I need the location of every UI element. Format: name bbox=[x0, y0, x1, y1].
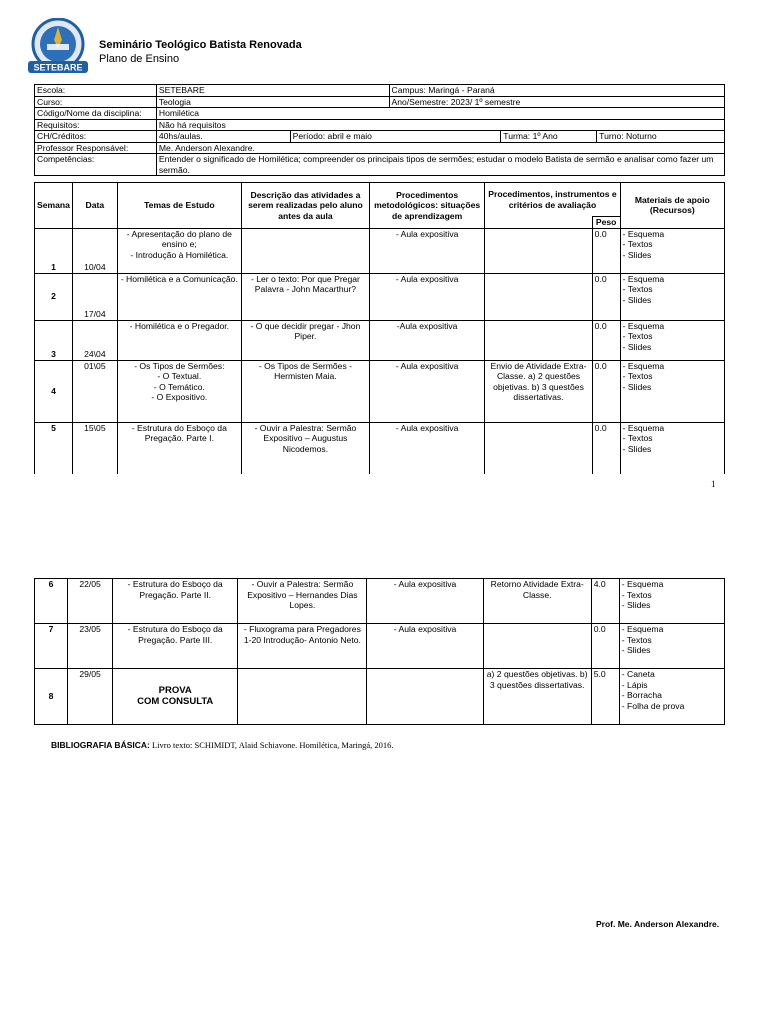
campus-value: Campus: Maringá - Paraná bbox=[389, 85, 725, 97]
disciplina-label: Código/Nome da disciplina: bbox=[35, 108, 157, 120]
topic-cell bbox=[113, 669, 238, 725]
header-temas: Temas de Estudo bbox=[117, 183, 241, 229]
method-cell: -Aula expositiva bbox=[369, 320, 484, 360]
professor-label: Professor Responsável: bbox=[35, 142, 157, 154]
table-row bbox=[35, 360, 725, 422]
institution-title: Seminário Teológico Batista Renovada bbox=[99, 39, 302, 51]
week-cell: 5 bbox=[35, 422, 73, 474]
evaluation-cell bbox=[485, 320, 592, 360]
description-cell: - Os Tipos de Sermões - Hermisten Maia. bbox=[241, 360, 369, 422]
table-row bbox=[35, 320, 725, 360]
material-item: - Textos bbox=[622, 239, 653, 249]
material-item: - Esquema bbox=[622, 360, 665, 371]
bibliography-label: BIBLIOGRAFIA BÁSICA: bbox=[51, 740, 150, 750]
materials-cell bbox=[620, 228, 724, 273]
material-item: - Textos bbox=[621, 589, 652, 600]
topic-line: - Os Tipos de Sermões: bbox=[134, 360, 225, 371]
turno-value: Turno: Noturno bbox=[597, 131, 725, 143]
competencias-value: Entender o significado de Homilética; compreender os principais tipos de sermões; estudar o modelo Batista de sermão e analisar como fazer um sermão. bbox=[156, 154, 724, 176]
turma-value: Turma: 1º Ano bbox=[501, 131, 597, 143]
requisitos-value: Não há requisitos bbox=[156, 119, 724, 131]
evaluation-cell: a) 2 questões objetivas. b) 3 questões dissertativas. bbox=[483, 669, 591, 725]
evaluation-cell bbox=[485, 422, 592, 474]
topic-cell bbox=[117, 320, 241, 360]
date-cell: 24\04 bbox=[72, 320, 117, 360]
requisitos-label: Requisitos: bbox=[35, 119, 157, 131]
materials-cell bbox=[619, 669, 724, 725]
topic-cell bbox=[117, 228, 241, 273]
method-cell: - Aula expositiva bbox=[369, 228, 484, 273]
topic-line: - O Expositivo. bbox=[151, 392, 208, 402]
evaluation-cell: Retorno Atividade Extra-Classe. bbox=[483, 579, 591, 624]
topic-line: - Estrutura do Esboço da Pregação. Parte II. bbox=[127, 579, 223, 600]
week-cell: 2 bbox=[35, 273, 73, 320]
evaluation-cell: Envio de Atividade Extra-Classe. a) 2 questões objetivas. b) 3 questões dissertativas. bbox=[485, 360, 592, 422]
escola-label: Escola: bbox=[35, 85, 157, 97]
date-cell: 10/04 bbox=[72, 228, 117, 273]
header-data: Data bbox=[72, 183, 117, 229]
method-cell bbox=[367, 669, 483, 725]
material-item: - Esquema bbox=[622, 320, 665, 331]
table-row bbox=[35, 669, 725, 725]
table-row bbox=[35, 579, 725, 624]
topic-line: - Apresentação do plano de ensino e; bbox=[126, 228, 232, 249]
bibliography bbox=[51, 740, 394, 750]
table-row bbox=[35, 273, 725, 320]
description-cell: - Fluxograma para Pregadores 1-20 Introdução- Antonio Neto. bbox=[238, 624, 367, 669]
topic-line: - Introdução à Homilética. bbox=[130, 249, 229, 260]
material-item: - Textos bbox=[622, 284, 653, 294]
date-cell: 15\05 bbox=[72, 422, 117, 474]
materials-cell bbox=[620, 273, 724, 320]
method-cell: - Aula expositiva bbox=[369, 273, 484, 320]
bibliography-text: Livro texto: SCHIMIDT, Alaid Schiavone. Homilética, Maringá, 2016. bbox=[149, 740, 394, 750]
topic-line: - O Textual. bbox=[157, 371, 202, 381]
ch-value: 40hs/aulas. bbox=[156, 131, 290, 143]
material-item: - Esquema bbox=[622, 422, 665, 433]
material-item: - Slides bbox=[622, 294, 652, 305]
topic-line: - Estrutura do Esboço da Pregação. Parte I. bbox=[131, 422, 227, 443]
description-cell: - Ouvir a Palestra: Sermão Expositivo – Hernandes Dias Lopes. bbox=[238, 579, 367, 624]
material-item: - Caneta bbox=[621, 669, 655, 679]
escola-value: SETEBARE bbox=[156, 85, 389, 97]
curso-label: Curso: bbox=[35, 96, 157, 108]
page-number: 1 bbox=[711, 479, 716, 489]
document-subtitle: Plano de Ensino bbox=[99, 53, 180, 65]
topic-line: - O Temático. bbox=[153, 381, 205, 392]
topic-line: - Homilética e o Pregador. bbox=[129, 320, 229, 331]
setebare-logo bbox=[25, 18, 91, 76]
header-materiais: Materiais de apoio (Recursos) bbox=[620, 183, 724, 229]
weight-cell: 0.0 bbox=[592, 422, 620, 474]
material-item: - Esquema bbox=[621, 579, 664, 589]
material-item: - Esquema bbox=[621, 624, 664, 634]
week-cell: 1 bbox=[35, 228, 73, 273]
topic-cell bbox=[117, 273, 241, 320]
schedule-table-continued bbox=[34, 578, 725, 725]
topic-cell bbox=[117, 360, 241, 422]
table-row bbox=[35, 228, 725, 273]
schedule-table bbox=[34, 182, 725, 474]
date-cell: 22/05 bbox=[68, 579, 113, 624]
material-item: - Textos bbox=[622, 433, 653, 443]
topic-cell bbox=[113, 624, 238, 669]
professor-value: Me. Anderson Alexandre. bbox=[156, 142, 724, 154]
materials-cell bbox=[619, 579, 724, 624]
evaluation-cell bbox=[485, 228, 592, 273]
topic-cell bbox=[113, 579, 238, 624]
description-cell: - Ouvir a Palestra: Sermão Expositivo – Augustus Nicodemos. bbox=[241, 422, 369, 474]
weight-cell: 0.0 bbox=[592, 320, 620, 360]
week-cell: 8 bbox=[35, 669, 68, 725]
date-cell: 29/05 bbox=[68, 669, 113, 725]
topic-line: COM CONSULTA bbox=[137, 695, 214, 707]
topic-line: - Homilética e a Comunicação. bbox=[120, 273, 238, 284]
course-info-table bbox=[34, 84, 725, 176]
week-cell: 4 bbox=[35, 360, 73, 422]
materials-cell bbox=[620, 422, 724, 474]
material-item: - Slides bbox=[621, 645, 651, 655]
material-item: - Slides bbox=[621, 600, 651, 610]
description-cell bbox=[238, 669, 367, 725]
week-cell: 3 bbox=[35, 320, 73, 360]
material-item: - Slides bbox=[622, 249, 652, 260]
evaluation-cell bbox=[483, 624, 591, 669]
topic-cell bbox=[117, 422, 241, 474]
professor-signature: Prof. Me. Anderson Alexandre. bbox=[596, 919, 720, 929]
method-cell: - Aula expositiva bbox=[369, 360, 484, 422]
header-peso: Peso bbox=[592, 217, 620, 229]
material-item: - Lápis bbox=[621, 679, 648, 690]
table-row bbox=[35, 624, 725, 669]
weight-cell: 0.0 bbox=[592, 360, 620, 422]
material-item: - Esquema bbox=[622, 228, 665, 239]
material-item: - Folha de prova bbox=[621, 700, 685, 711]
material-item: - Textos bbox=[622, 331, 653, 341]
weight-cell: 0.0 bbox=[592, 273, 620, 320]
week-cell: 7 bbox=[35, 624, 68, 669]
weight-cell: 4.0 bbox=[591, 579, 619, 624]
competencias-label: Competências: bbox=[35, 154, 157, 176]
material-item: - Borracha bbox=[621, 690, 662, 700]
ano-semestre: Ano/Semestre: 2023/ 1º semestre bbox=[389, 96, 725, 108]
logo-text: SETEBARE bbox=[33, 62, 83, 73]
header-proc-met: Procedimentos metodológicos: situações de aprendizagem bbox=[369, 183, 484, 229]
week-cell: 6 bbox=[35, 579, 68, 624]
description-cell: - O que decidir pregar - Jhon Piper. bbox=[241, 320, 369, 360]
method-cell: - Aula expositiva bbox=[369, 422, 484, 474]
date-cell: 17/04 bbox=[72, 273, 117, 320]
description-cell bbox=[241, 228, 369, 273]
periodo-value: Período: abril e maio bbox=[290, 131, 501, 143]
topic-line: - Estrutura do Esboço da Pregação. Parte III. bbox=[127, 624, 223, 645]
header-proc-inst: Procedimentos, instrumentos e critérios de avaliação bbox=[485, 183, 620, 217]
table-row bbox=[35, 422, 725, 474]
weight-cell: 0.0 bbox=[591, 624, 619, 669]
material-item: - Textos bbox=[622, 371, 653, 381]
method-cell: - Aula expositiva bbox=[367, 579, 483, 624]
header-descricao: Descrição das atividades a serem realizadas pelo aluno antes da aula bbox=[241, 183, 369, 229]
material-item: - Esquema bbox=[622, 273, 665, 284]
curso-value: Teologia bbox=[156, 96, 389, 108]
ch-label: CH/Créditos: bbox=[35, 131, 157, 143]
disciplina-value: Homilética bbox=[156, 108, 724, 120]
weight-cell: 5.0 bbox=[591, 669, 619, 725]
material-item: - Slides bbox=[622, 381, 652, 392]
material-item: - Textos bbox=[621, 634, 652, 645]
material-item: - Slides bbox=[622, 341, 652, 352]
date-cell: 23/05 bbox=[68, 624, 113, 669]
weight-cell: 0.0 bbox=[592, 228, 620, 273]
method-cell: - Aula expositiva bbox=[367, 624, 483, 669]
topic-line: PROVA bbox=[158, 685, 192, 696]
materials-cell bbox=[620, 320, 724, 360]
materials-cell bbox=[620, 360, 724, 422]
evaluation-cell bbox=[485, 273, 592, 320]
header-semana: Semana bbox=[35, 183, 73, 229]
date-cell: 01\05 bbox=[72, 360, 117, 422]
material-item: - Slides bbox=[622, 443, 652, 454]
description-cell: - Ler o texto: Por que Pregar Palavra - John Macarthur? bbox=[241, 273, 369, 320]
materials-cell bbox=[619, 624, 724, 669]
